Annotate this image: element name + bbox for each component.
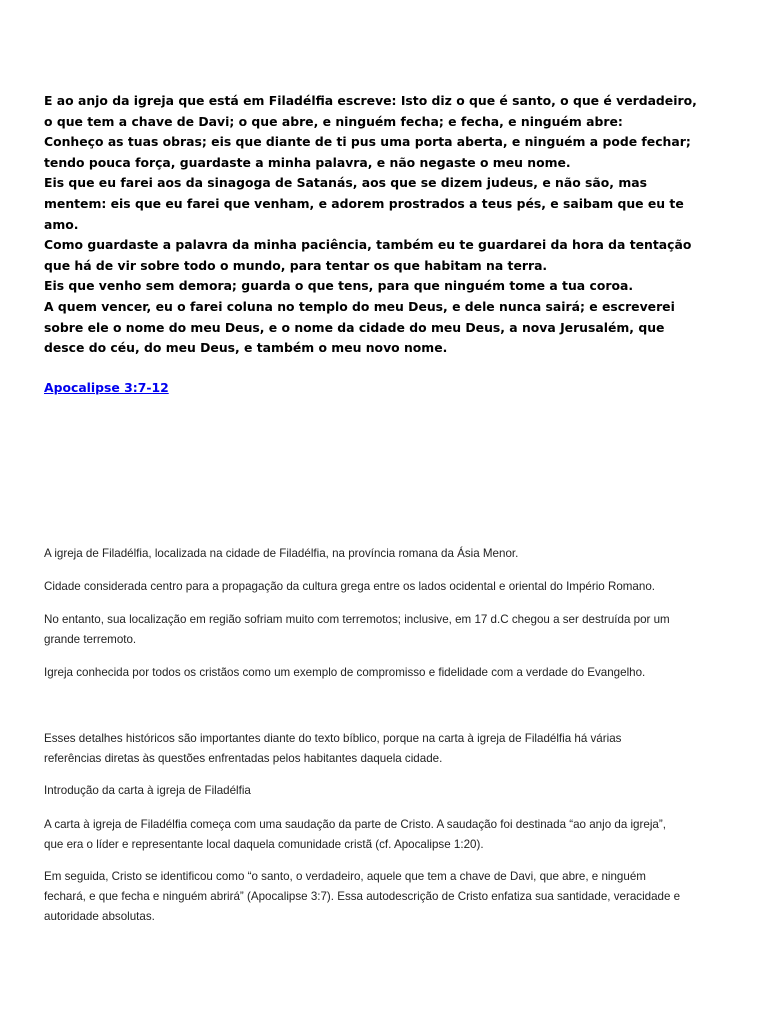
scripture-line: desce do céu, do meu Deus, e também o meu novo nome. bbox=[44, 340, 448, 356]
paragraph-line: Cidade considerada centro para a propagação da cultura grega entre os lados ocidental e oriental do Império Romano. bbox=[44, 580, 655, 593]
commentary-paragraph bbox=[44, 544, 744, 564]
paragraph-line: que era o líder e representante local daquela comunidade cristã (cf. Apocalipse 1:20). bbox=[44, 838, 484, 851]
scripture-passage bbox=[44, 91, 744, 359]
scripture-line: A quem vencer, eu o farei coluna no templo do meu Deus, e dele nunca sairá; e escreverei bbox=[44, 298, 675, 314]
scripture-line: amo. bbox=[44, 216, 79, 232]
scripture-line: Como guardaste a palavra da minha paciência, também eu te guardarei da hora da tentação bbox=[44, 237, 692, 253]
commentary-paragraph bbox=[44, 577, 744, 597]
commentary-paragraph bbox=[44, 729, 744, 769]
scripture-line: Conheço as tuas obras; eis que diante de ti pus uma porta aberta, e ninguém a pode fechar; bbox=[44, 134, 691, 150]
scripture-line: que há de vir sobre todo o mundo, para tentar os que habitam na terra. bbox=[44, 257, 548, 273]
commentary-paragraph bbox=[44, 663, 744, 683]
scripture-line: tendo pouca força, guardaste a minha palavra, e não negaste o meu nome. bbox=[44, 154, 571, 170]
paragraph-line: A carta à igreja de Filadélfia começa com uma saudação da parte de Cristo. A saudação foi destinada “ao anjo da igreja”, bbox=[44, 818, 666, 831]
commentary-paragraph bbox=[44, 867, 744, 927]
paragraph-line: Igreja conhecida por todos os cristãos como um exemplo de compromisso e fidelidade com a verdade do Evangelho. bbox=[44, 666, 646, 679]
scripture-line: Eis que eu farei aos da sinagoga de Satanás, aos que se dizem judeus, e não são, mas bbox=[44, 175, 647, 191]
scripture-line: sobre ele o nome do meu Deus, e o nome da cidade do meu Deus, a nova Jerusalém, que bbox=[44, 319, 665, 335]
commentary-paragraph bbox=[44, 815, 744, 855]
paragraph-line: autoridade absolutas. bbox=[44, 910, 155, 923]
commentary-paragraph bbox=[44, 610, 744, 650]
paragraph-line: referências diretas às questões enfrentadas pelos habitantes daquela cidade. bbox=[44, 752, 443, 765]
scripture-reference-link[interactable]: Apocalipse 3:7-12 bbox=[44, 380, 169, 395]
paragraph-line: grande terremoto. bbox=[44, 633, 137, 646]
paragraph-line: fechará, e que fecha e ninguém abrirá” (Apocalipse 3:7). Essa autodescrição de Cristo enfatiza sua santidade, veracidade e bbox=[44, 890, 681, 903]
paragraph-line: Em seguida, Cristo se identificou como “o santo, o verdadeiro, aquele que tem a chave de Davi, que abre, e ninguém bbox=[44, 870, 646, 883]
paragraph-line: No entanto, sua localização em região sofriam muito com terremotos; inclusive, em 17 d.C chegou a ser destruída por um bbox=[44, 613, 670, 626]
paragraph-line: Esses detalhes históricos são importantes diante do texto bíblico, porque na carta à igreja de Filadélfia há várias bbox=[44, 732, 622, 745]
paragraph-line: Introdução da carta à igreja de Filadélfia bbox=[44, 784, 251, 797]
paragraph-line: A igreja de Filadélfia, localizada na cidade de Filadélfia, na província romana da Ásia Menor. bbox=[44, 547, 519, 560]
scripture-line: Eis que venho sem demora; guarda o que tens, para que ninguém tome a tua coroa. bbox=[44, 278, 634, 294]
scripture-line: mentem: eis que eu farei que venham, e adorem prostrados a teus pés, e saibam que eu te bbox=[44, 195, 684, 211]
section-heading bbox=[44, 781, 744, 801]
scripture-line: E ao anjo da igreja que está em Filadélfia escreve: Isto diz o que é santo, o que é verdadeiro, bbox=[44, 93, 697, 108]
scripture-line: o que tem a chave de Davi; o que abre, e ninguém fecha; e fecha, e ninguém abre: bbox=[44, 113, 623, 129]
